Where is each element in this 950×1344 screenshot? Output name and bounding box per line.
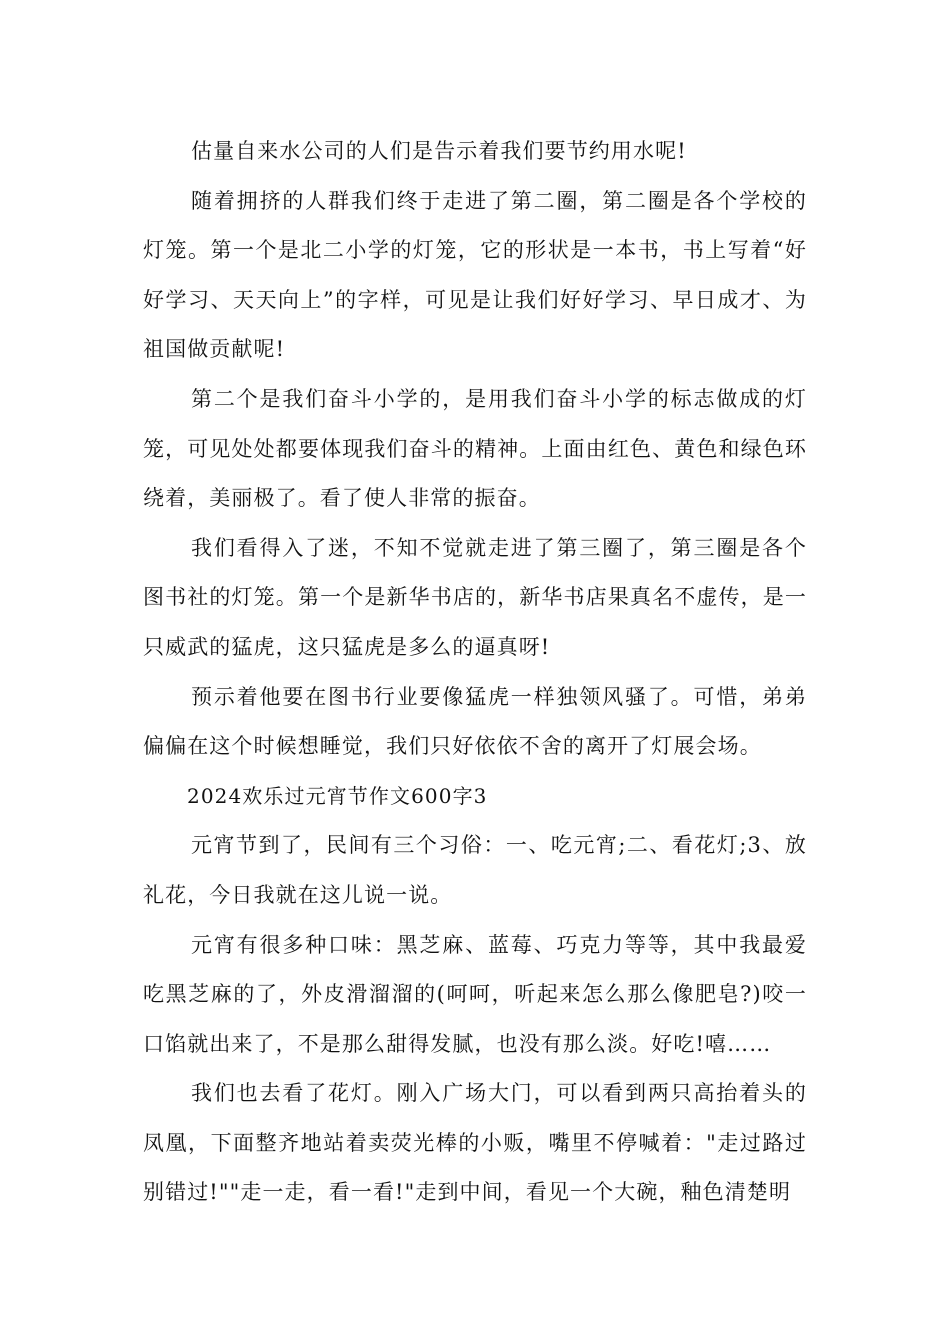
section-heading: 2024欢乐过元宵节作文600字3 [187, 783, 488, 808]
paragraph-5: 预示着他要在图书行业要像猛虎一样独领风骚了。可惜，弟弟偏偏在这个时候想睡觉，我们只好依依不舍的离开了灯展会场。 [143, 684, 807, 759]
paragraph-1: 估量自来水公司的人们是告示着我们要节约用水呢! [191, 139, 687, 163]
paragraph-6: 元宵节到了，民间有三个习俗：一、吃元宵;二、看花灯;3、放礼花，今日我就在这儿说一说。 [143, 833, 807, 907]
document-body [143, 127, 807, 1218]
paragraph-7: 元宵有很多种口味：黑芝麻、蓝莓、巧克力等等，其中我最爱吃黑芝麻的了，外皮滑溜溜的(呵呵，听起来怎么那么像肥皂?)咬一口馅就出来了，不是那么甜得发腻，也没有那么淡。好吃!嘻…… [143, 932, 807, 1056]
paragraph-3: 第二个是我们奋斗小学的，是用我们奋斗小学的标志做成的灯笼，可见处处都要体现我们奋斗的精神。上面由红色、黄色和绿色环绕着，美丽极了。看了使人非常的振奋。 [143, 386, 807, 511]
paragraph-8: 我们也去看了花灯。刚入广场大门，可以看到两只高抬着头的凤凰，下面整齐地站着卖荧光棒的小贩，嘴里不停喊着："走过路过别错过!""走一走，看一看!"走到中间，看见一个大碗，釉色清楚明 [143, 1081, 807, 1205]
paragraph-2: 随着拥挤的人群我们终于走进了第二圈，第二圈是各个学校的灯笼。第一个是北二小学的灯笼，它的形状是一本书，书上写着“好好学习、天天向上”的字样，可见是让我们好好学习、早日成才、为祖国做贡献呢! [143, 188, 807, 362]
paragraph-4: 我们看得入了迷，不知不觉就走进了第三圈了，第三圈是各个图书社的灯笼。第一个是新华书店的，新华书店果真名不虚传，是一只威武的猛虎，这只猛虎是多么的逼真呀! [143, 535, 807, 659]
